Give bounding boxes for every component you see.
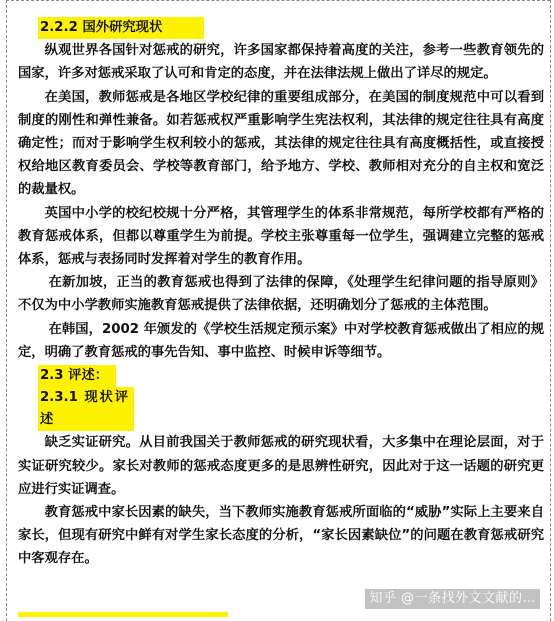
frame-right-dashed-line	[550, 0, 551, 621]
document-body	[18, 20, 544, 571]
paragraph-overview: 纵观世界各国针对惩戒的研究，许多国家都保持着高度的关注，参考一些教育领先的国家，许多对惩戒采取了认可和肯定的态度，并在法律法规上做出了详尽的规定。	[18, 43, 544, 82]
paragraph-uk: 英国中小学的校纪校规十分严格，其管理学生的体系非常规范，每所学校都有严格的教育惩戒体系，但都以尊重学生为前提。学校主张尊重每一位学生，强调建立完整的惩戒体系，惩戒与表扬同时发挥着对学生的教育作用。	[18, 205, 544, 268]
paragraph-singapore: 在新加坡，正当的教育惩戒也得到了法律的保障，《处理学生纪律问题的指导原则》不仅为中小学教师实施教育惩戒提供了法律依据，还明确划分了惩戒的主体范围。	[18, 275, 544, 314]
paragraph-korea: 在韩国，2002 年颁发的《学校生活规定预示案》中对学校教育惩戒做出了相应的规定，明确了教育惩戒的事先告知、事中监控、时候申诉等细节。	[18, 321, 544, 360]
paragraph-empirical: 缺乏实证研究。从目前我国关于教师惩戒的研究现状看，大多集中在理论层面，对于实证研究较少。家长对教师的惩戒态度更多的是思辨性研究，因此对于这一话题的研究更应进行实证调查。	[18, 435, 544, 497]
section-heading-2-2-2: 2.2.2 国外研究现状	[38, 17, 204, 39]
paragraph-usa: 在美国，教师惩戒是各地区学校纪律的重要组成部分，在美国的制度规范中可以看到制度的刚性和弹性兼备。如若惩戒权严重影响学生宪法权利，其法律的规定往往具有高度确定性；而对于影响学生权利较小的惩戒，其法律的规定往往具有高度概括性，或直接授权给地区教育委员会、学校等教育部门，给予地方、学校、教师相对充分的自主权和宽泛的裁量权。	[18, 89, 544, 198]
frame-left-dashed-line	[6, 0, 7, 621]
zhihu-watermark: 知乎 @一条找外文文献的…	[365, 589, 540, 609]
paragraph-parents: 教育惩戒中家长因素的缺失，当下教师实施教育惩戒所面临的“威胁”实际上主要来自家长，但现有研究中鲜有对学生家长态度的分析，“家长因素缺位”的问题在教育惩戒研究中客观存在。	[18, 505, 544, 567]
section-heading-2-3-1: 2.3.1 现状评述	[38, 387, 134, 431]
section-heading-2-3: 2.3 评述：	[38, 365, 116, 387]
highlight-bar	[18, 612, 228, 617]
frame-top-dashed-line	[6, 0, 550, 1]
